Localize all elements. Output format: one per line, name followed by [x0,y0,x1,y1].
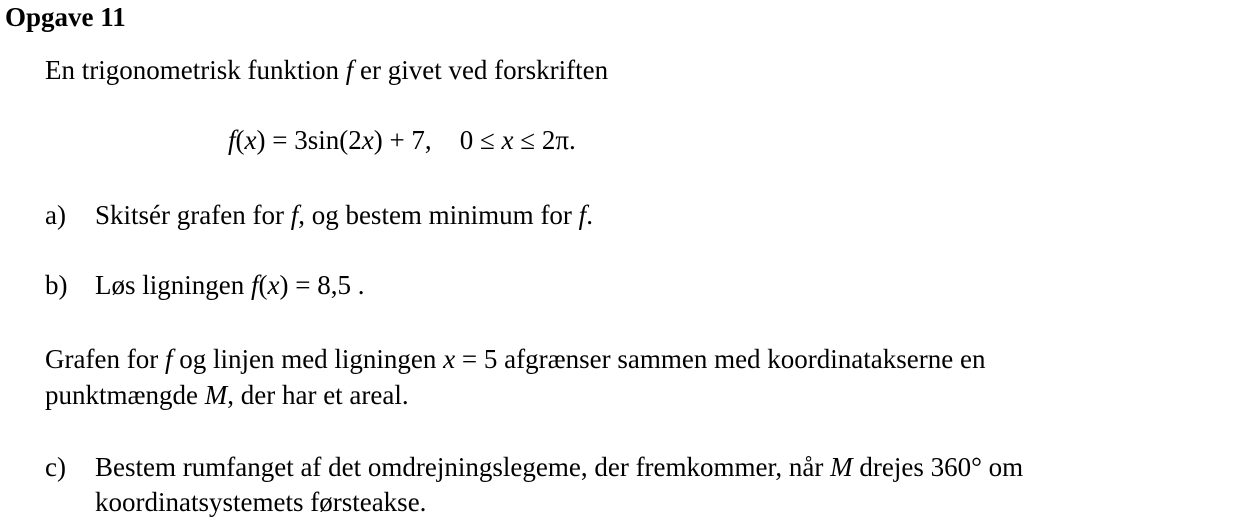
function-formula [228,122,576,158]
paragraph-line2-a: punktmængde [45,380,205,410]
question-b-var-f: f [251,270,259,300]
paragraph-line1-f: f [164,344,173,374]
question-c-label: c) [45,452,66,482]
exercise-title: Opgave 11 [5,2,126,32]
paragraph-line1 [45,341,985,377]
question-b-text [95,267,364,303]
question-c-line1-a: Bestem rumfanget af det omdrejningslegeme, der fremkommer, når [95,452,831,482]
intro-text-after: er givet ved forskriften [353,55,609,85]
paragraph-line1-a: Grafen for [45,344,165,374]
formula-x2: x [361,125,374,155]
formula-domain-b: ≤ 2π. [513,125,576,155]
question-a-var2: f [578,200,587,230]
question-a-text3: . [586,200,593,230]
question-a-var1: f [290,200,299,230]
question-c-line1-M: M [830,452,853,482]
formula-close: ) [256,125,266,155]
paragraph-line1-b: og linjen med ligningen [172,344,444,374]
formula-rest: ) + 7, [373,125,432,155]
question-b-text3: ) = 8,5 . [279,270,365,300]
paragraph-line1-c: = 5 afgrænser sammen med koordinatakserne en [455,344,986,374]
paragraph-line1-x: x [443,344,456,374]
question-c-line2: koordinatsystemets førsteakse. [95,487,427,517]
question-a-text2: , og bestem minimum for [298,200,579,230]
question-b-text2: ( [258,270,268,300]
question-a-text1: Skitsér grafen for [95,200,291,230]
intro-text-before: En trigonometrisk funktion [45,55,346,85]
question-c-line1-b: drejes 360° om [852,452,1024,482]
question-b-text1: Løs ligningen [95,270,251,300]
question-a-text [95,197,593,233]
formula-x: x [244,125,257,155]
formula-domain-a: 0 ≤ [459,125,502,155]
formula-f: f [228,125,236,155]
intro-var-f: f [345,55,354,85]
question-c-line1 [95,449,1023,485]
question-a-label: a) [45,200,66,230]
question-b-var-x: x [267,270,280,300]
formula-eq: = 3sin(2 [265,125,362,155]
formula-domain-x: x [501,125,514,155]
intro-text [45,52,608,88]
paragraph-line2 [45,377,409,413]
paragraph-line2-M: M [204,380,228,410]
formula-open: ( [235,125,245,155]
paragraph-line2-b: , der har et areal. [227,380,409,410]
question-b-label: b) [45,270,68,300]
